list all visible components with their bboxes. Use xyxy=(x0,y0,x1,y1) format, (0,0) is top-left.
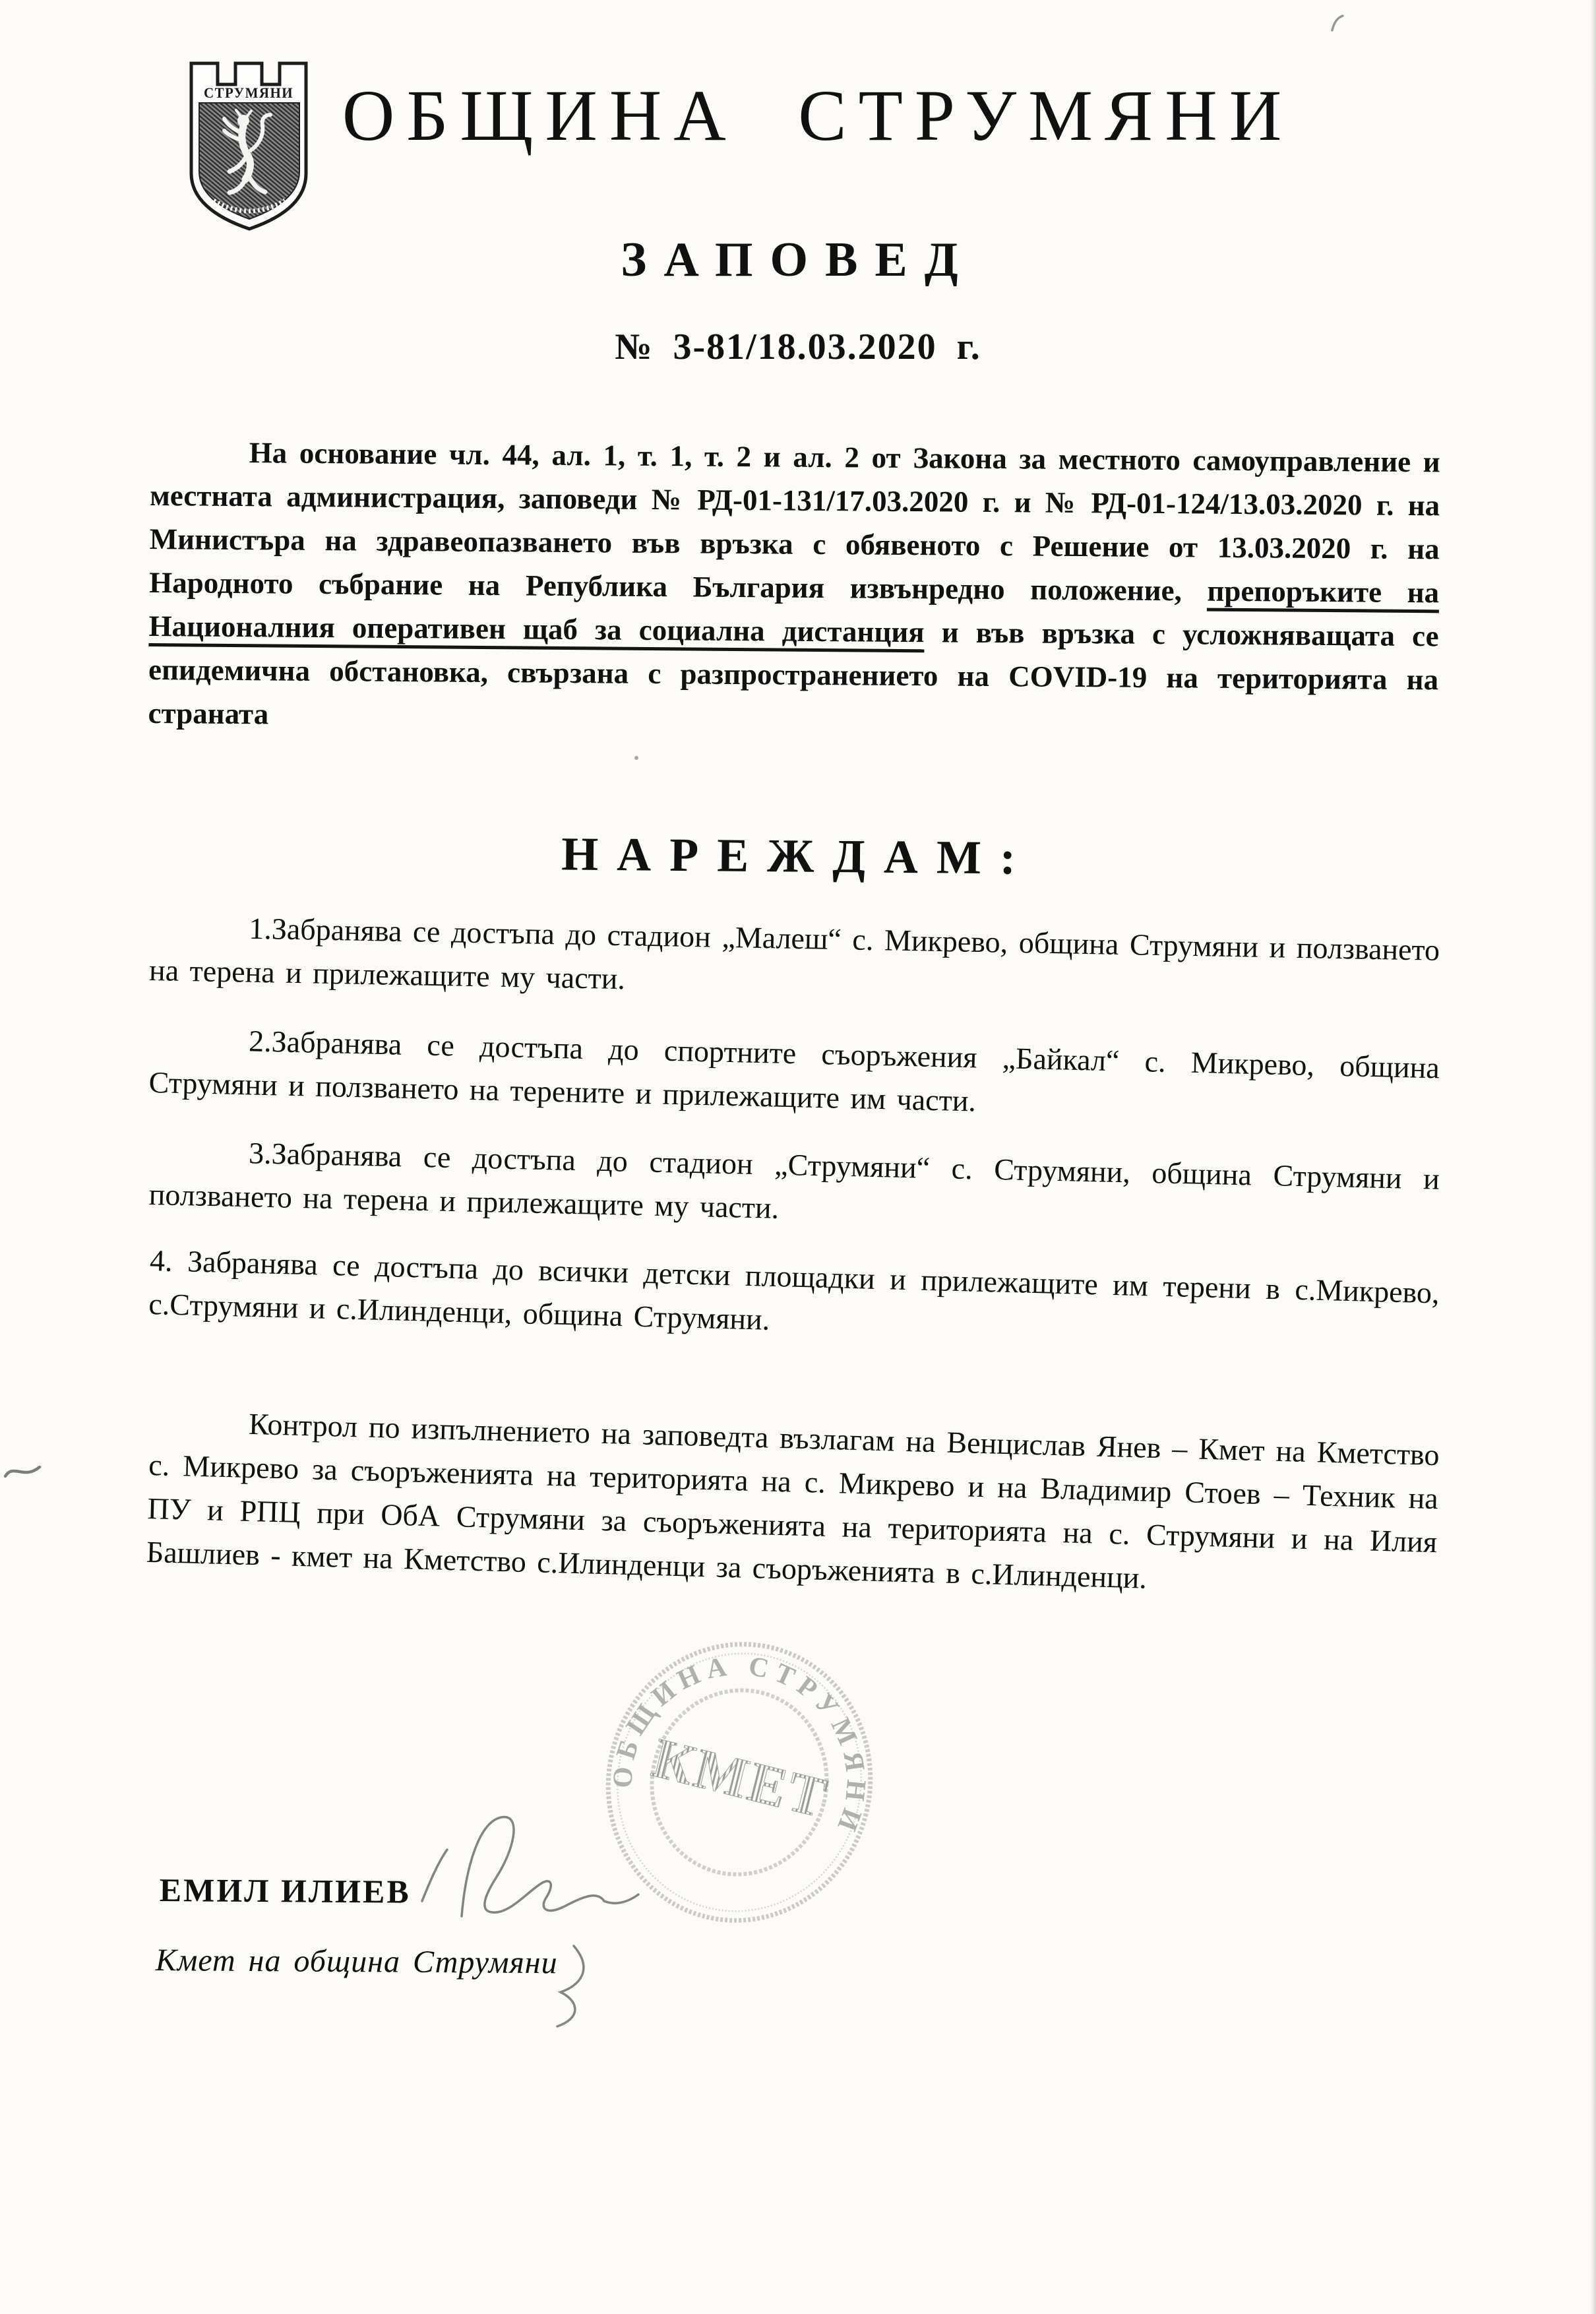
control-paragraph: Контрол по изпълнението на заповедта възлагам на Венцислав Янев – Кмет на Кметство с. Микрево за съоръженията на територията на с. Микрево и на Владимир Стоев – Техник на ПУ и РПЦ при ОбА Струмяни за съоръженията на територията на с. Струмяни и на Илия Башлиев - кмет на Кметство с.Илинденци за съоръженията в с.Илинденци. xyxy=(146,1406,1440,1595)
order-item-3: 3.Забранява се достъпа до стадион „Струмяни“ с. Струмяни, община Струмяни и ползването на терена и прилежащите му части. xyxy=(148,1136,1440,1225)
emblem-name-label: СТРУМЯНИ xyxy=(204,84,293,101)
doc-type-heading: ЗАПОВЕД xyxy=(621,233,975,287)
order-item-4: 4. Забранява се достъпа до всички детски площадки и прилежащите им терени в с.Микрево, с.Струмяни и с.Илинденци, община Струмяни. xyxy=(148,1243,1440,1336)
scan-mark-top-right xyxy=(1328,12,1348,34)
mayor-round-stamp xyxy=(578,1617,901,1949)
order-heading: НАРЕЖДАМ: xyxy=(561,827,1035,885)
page-title: ОБЩИНА СТРУМЯНИ xyxy=(342,75,1294,156)
scan-dot-artifact xyxy=(634,756,638,760)
doc-number: № 3-81/18.03.2020 г. xyxy=(615,327,981,367)
handwritten-signature xyxy=(422,1817,638,2026)
scan-mark-left-margin xyxy=(3,1456,44,1485)
intro-paragraph: На основание чл. 44, ал. 1, т. 1, т. 2 и ал. 2 от Закона за местното самоуправление и местната администрация, заповеди № РД-01-131/17.03.2020 г. и № РД-01-124/13.03.2020 г. на Министъра на здравеопазването във връзка с обявеното с Решение от 13.03.2020 г. на Народното събрание на Република България извънредно положение, препоръките на Националния оперативен щаб за социална дистанция и във връзка с усложняващата се епидемична обстановка, свързана с разпространението на COVID-19 на територията на страната xyxy=(148,436,1440,731)
stamp-ring-text: ОБЩИНА СТРУМЯНИ xyxy=(607,1650,872,1842)
scan-edge-shade xyxy=(1591,0,1596,2314)
mayor-name: ЕМИЛ ИЛИЕВ xyxy=(159,1871,411,1910)
mayor-title: Кмет на община Струмяни xyxy=(155,1943,558,1981)
stamp-and-signature xyxy=(367,1617,921,2066)
stamp-center-text: КМЕТ xyxy=(646,1725,835,1830)
order-item-2: 2.Забранява се достъпа до спортните съоръжения „Байкал“ с. Микрево, община Струмяни и ползването на терените и прилежащите им части. xyxy=(148,1024,1440,1118)
order-item-1: 1.Забранява се достъпа до стадион „Малеш“ с. Микрево, община Струмяни и ползването на терена и прилежащите му части. xyxy=(148,911,1440,996)
